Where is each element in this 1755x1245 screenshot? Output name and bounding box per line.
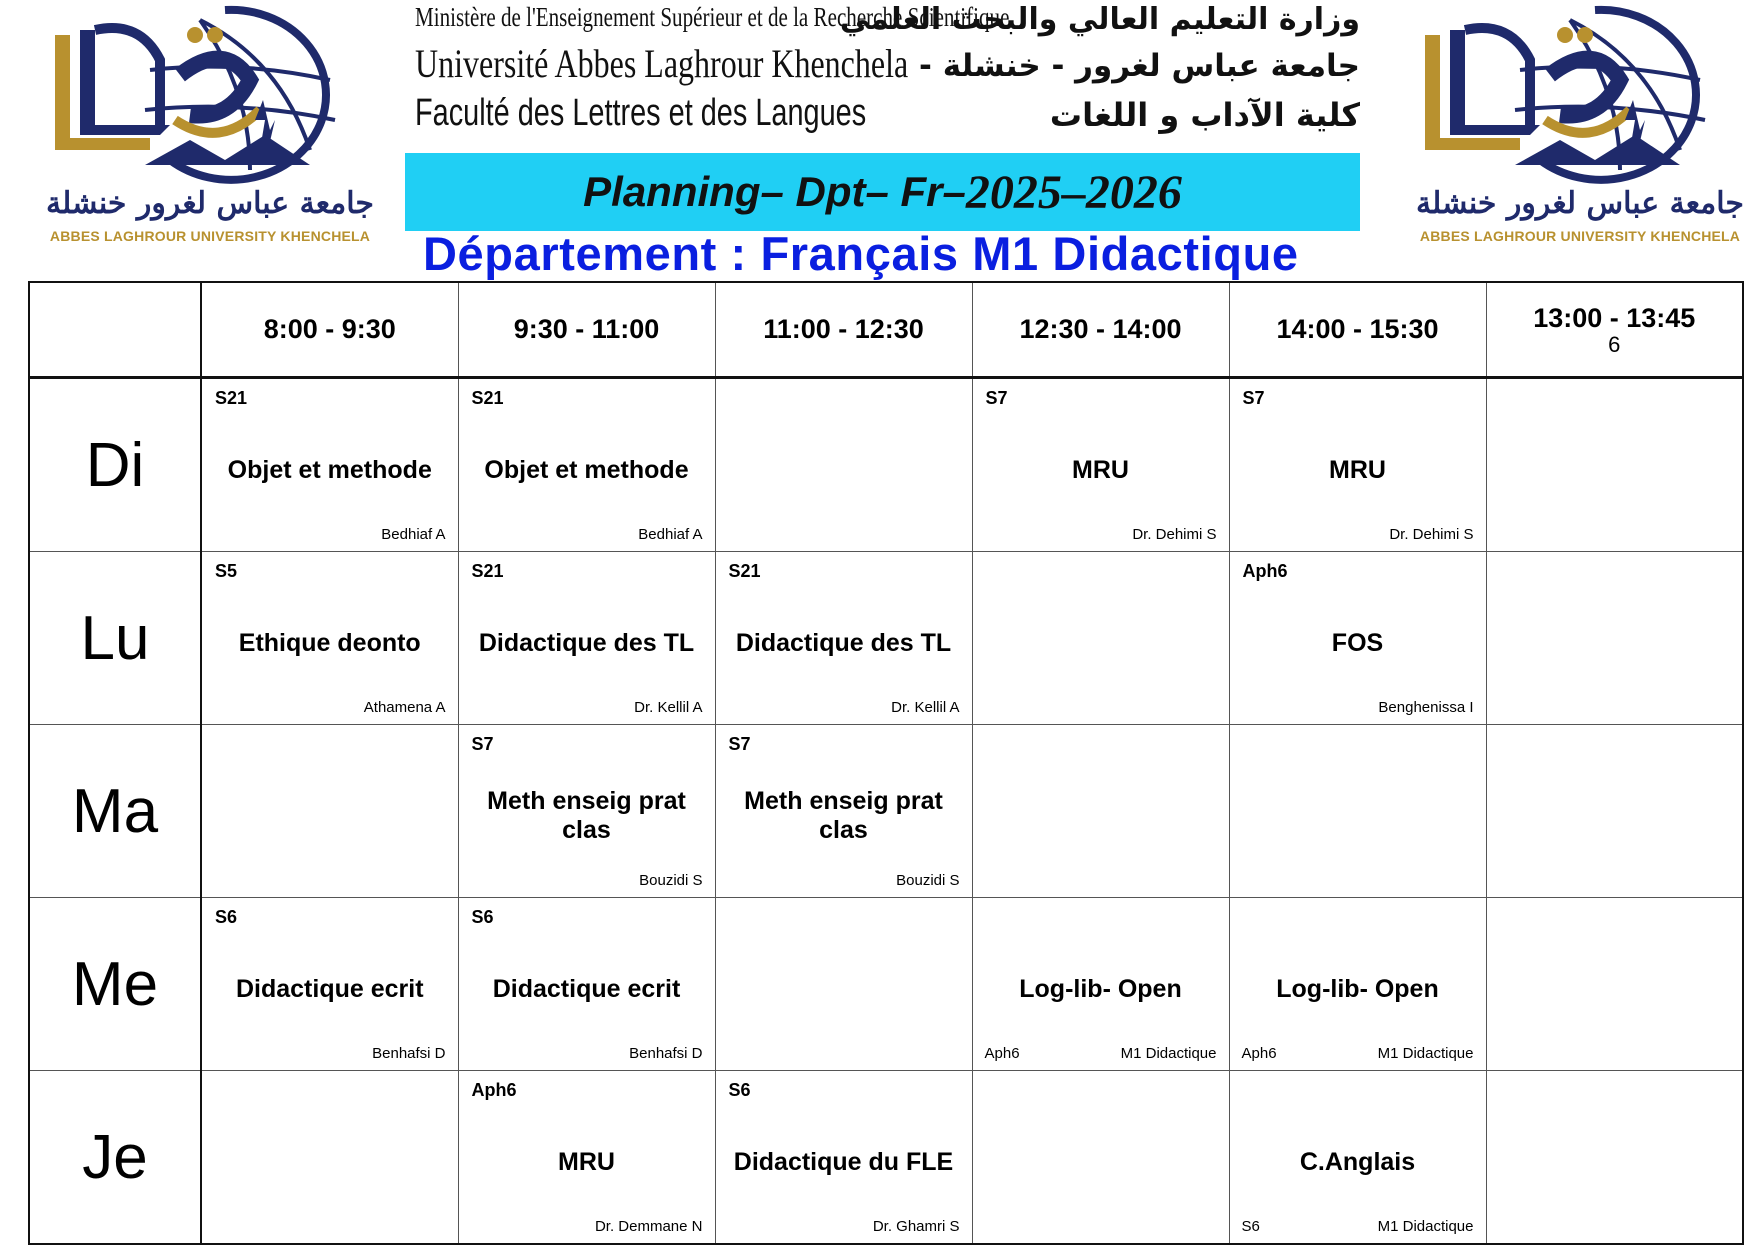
teacher-label: Dr. Dehimi S bbox=[1389, 526, 1474, 543]
schedule-cell bbox=[715, 1071, 972, 1245]
teacher-label: Benhafsi D bbox=[372, 1045, 446, 1062]
slot-time: 11:00 - 12:30 bbox=[763, 314, 924, 344]
cell-note: Aph6 bbox=[1241, 1045, 1277, 1062]
logo-arabic-name: جامعة عباس لغرور خنشلة bbox=[46, 186, 374, 221]
subject-label: Meth enseig prat clas bbox=[744, 787, 943, 844]
schedule-cell bbox=[972, 1071, 1229, 1245]
subject-label: Log-lib- Open bbox=[1019, 974, 1182, 1003]
department-title: Département : Français M1 Didactique bbox=[423, 227, 1299, 280]
room-label: Aph6 bbox=[1242, 561, 1288, 581]
subject-label bbox=[979, 765, 1223, 867]
schedule-cell bbox=[1486, 378, 1743, 552]
schedule-cell bbox=[1229, 898, 1486, 1071]
logo-arabic-name: جامعة عباس لغرور خنشلة bbox=[1416, 186, 1744, 221]
schedule-cell bbox=[715, 898, 972, 1071]
banner-title: Planning– Dpt– Fr– bbox=[583, 168, 966, 215]
subject-label: MRU bbox=[558, 1147, 615, 1176]
subject-label: Didactique des TL bbox=[478, 628, 695, 657]
slot-header bbox=[715, 282, 972, 378]
teacher-label: Dr. Dehimi S bbox=[1132, 526, 1217, 543]
room-label: S21 bbox=[728, 561, 761, 581]
schedule-cell bbox=[1229, 725, 1486, 898]
subject-label bbox=[1493, 765, 1737, 867]
teacher-label: M1 Didactique bbox=[1377, 1218, 1474, 1235]
subject-label bbox=[979, 592, 1223, 694]
university-ar: جامعة عباس لغرور - خنشلة - bbox=[919, 48, 1360, 84]
teacher-label: Bedhiaf A bbox=[381, 526, 446, 543]
ministry-ar: وزارة التعليم العالي والبحث العلمي bbox=[839, 2, 1360, 37]
subject-label bbox=[722, 938, 966, 1040]
room-label: S21 bbox=[471, 388, 504, 408]
schedule-cell bbox=[1486, 725, 1743, 898]
subject-label: Didactique ecrit bbox=[235, 974, 424, 1003]
day-cell bbox=[29, 552, 201, 725]
slot-header bbox=[458, 282, 715, 378]
teacher-label: Dr. Ghamri S bbox=[872, 1218, 960, 1235]
slot-time: 13:00 - 13:45 bbox=[1533, 303, 1696, 333]
logo-english-name: ABBES LAGHROUR UNIVERSITY KHENCHELA bbox=[1419, 228, 1741, 244]
subject-label bbox=[1493, 419, 1737, 521]
schedule-cell bbox=[458, 725, 715, 898]
day-label: Je bbox=[82, 1122, 148, 1192]
schedule-cell bbox=[972, 378, 1229, 552]
faculty-fr: Faculté des Lettres et des Langues bbox=[415, 92, 867, 134]
room-label: S5 bbox=[215, 561, 238, 581]
schedule-cell bbox=[972, 725, 1229, 898]
subject-label bbox=[979, 1111, 1223, 1213]
slot-header bbox=[1486, 282, 1743, 378]
room-label: Aph6 bbox=[471, 1080, 517, 1100]
schedule-cell bbox=[458, 552, 715, 725]
planning-banner bbox=[405, 153, 1360, 231]
room-label: S6 bbox=[471, 907, 494, 927]
teacher-label: Bouzidi S bbox=[896, 872, 960, 889]
schedule-cell bbox=[1486, 1071, 1743, 1245]
subject-label bbox=[208, 1111, 452, 1213]
subject-label: Didactique du FLE bbox=[733, 1147, 954, 1176]
slot-time: 9:30 - 11:00 bbox=[513, 314, 660, 344]
slot-time: 8:00 - 9:30 bbox=[263, 314, 396, 344]
schedule-cell bbox=[972, 898, 1229, 1071]
cell-note: S6 bbox=[1241, 1218, 1260, 1235]
slot-time: 12:30 - 14:00 bbox=[1019, 314, 1182, 344]
slot-header bbox=[1229, 282, 1486, 378]
subject-label bbox=[1493, 592, 1737, 694]
schedule-cell bbox=[201, 552, 458, 725]
room-label: S6 bbox=[215, 907, 238, 927]
teacher-label: Bouzidi S bbox=[639, 872, 703, 889]
room-label: S7 bbox=[728, 734, 751, 754]
room-label: S7 bbox=[471, 734, 494, 754]
schedule-cell bbox=[1229, 1071, 1486, 1245]
day-label: Ma bbox=[71, 776, 159, 846]
subject-label: Objet et methode bbox=[484, 455, 689, 484]
university-logo-left bbox=[20, 0, 400, 250]
teacher-label: Athamena A bbox=[363, 699, 446, 716]
banner-year: 2025–2026 bbox=[965, 165, 1182, 219]
slot-header bbox=[201, 282, 458, 378]
ministry-fr: Ministère de l'Enseignement Supérieur et de la Recherche Scientifique bbox=[415, 2, 1010, 32]
schedule-cell bbox=[715, 378, 972, 552]
schedule-cell bbox=[1229, 552, 1486, 725]
schedule-cell bbox=[715, 725, 972, 898]
teacher-label: Bedhiaf A bbox=[638, 526, 703, 543]
schedule-cell bbox=[201, 378, 458, 552]
subject-label: Meth enseig prat clas bbox=[487, 787, 686, 844]
schedule-cell bbox=[458, 378, 715, 552]
teacher-label: M1 Didactique bbox=[1377, 1045, 1474, 1062]
schedule-table bbox=[28, 281, 1744, 1245]
day-row bbox=[29, 378, 1743, 552]
schedule-cell bbox=[201, 898, 458, 1071]
subject-label bbox=[1493, 938, 1737, 1040]
day-label: Di bbox=[85, 430, 145, 500]
day-row bbox=[29, 725, 1743, 898]
subject-label: MRU bbox=[1329, 455, 1386, 484]
subject-label: Didactique ecrit bbox=[492, 974, 681, 1003]
subject-label: C.Anglais bbox=[1299, 1147, 1416, 1176]
subject-label bbox=[1236, 765, 1480, 867]
day-cell bbox=[29, 898, 201, 1071]
faculty-ar: كلية الآداب و اللغات bbox=[1049, 96, 1360, 134]
room-label: S21 bbox=[471, 561, 504, 581]
slot-sub: 6 bbox=[1608, 332, 1621, 357]
schedule-cell bbox=[715, 552, 972, 725]
university-logo-right bbox=[1390, 0, 1755, 250]
day-row bbox=[29, 552, 1743, 725]
day-cell bbox=[29, 725, 201, 898]
subject-label: Log-lib- Open bbox=[1276, 974, 1439, 1003]
university-fr: Université Abbes Laghrour Khenchela bbox=[415, 41, 909, 86]
day-label: Me bbox=[71, 949, 159, 1019]
slot-time: 14:00 - 15:30 bbox=[1276, 314, 1439, 344]
logo-emblem-icon bbox=[1420, 0, 1740, 185]
slot-header bbox=[972, 282, 1229, 378]
room-label: S7 bbox=[985, 388, 1008, 408]
teacher-label: Dr. Kellil A bbox=[634, 699, 703, 716]
day-label: Lu bbox=[80, 603, 150, 673]
teacher-label: M1 Didactique bbox=[1120, 1045, 1217, 1062]
teacher-label: Benghenissa I bbox=[1378, 699, 1474, 716]
teacher-label: Benhafsi D bbox=[629, 1045, 703, 1062]
header-row bbox=[29, 282, 1743, 378]
schedule-cell bbox=[1486, 552, 1743, 725]
subject-label: Ethique deonto bbox=[238, 628, 421, 657]
teacher-label: Dr. Kellil A bbox=[891, 699, 960, 716]
subject-label: MRU bbox=[1072, 455, 1129, 484]
subject-label: Didactique des TL bbox=[735, 628, 952, 657]
schedule-cell bbox=[458, 898, 715, 1071]
schedule-cell bbox=[1229, 378, 1486, 552]
cell-note: Aph6 bbox=[984, 1045, 1020, 1062]
schedule-cell bbox=[1486, 898, 1743, 1071]
subject-label: FOS bbox=[1331, 628, 1384, 657]
schedule-cell bbox=[201, 1071, 458, 1245]
room-label: S6 bbox=[728, 1080, 751, 1100]
day-row bbox=[29, 898, 1743, 1071]
teacher-label: Dr. Demmane N bbox=[594, 1218, 703, 1235]
subject-label bbox=[722, 419, 966, 521]
day-cell bbox=[29, 378, 201, 552]
subject-label bbox=[208, 765, 452, 867]
logo-emblem-icon bbox=[50, 0, 370, 185]
schedule-cell bbox=[201, 725, 458, 898]
schedule-cell bbox=[458, 1071, 715, 1245]
day-row bbox=[29, 1071, 1743, 1245]
subject-label bbox=[1493, 1111, 1737, 1213]
corner-cell bbox=[29, 282, 201, 378]
logo-english-name: ABBES LAGHROUR UNIVERSITY KHENCHELA bbox=[49, 228, 371, 244]
day-cell bbox=[29, 1071, 201, 1245]
room-label: S7 bbox=[1242, 388, 1265, 408]
subject-label: Objet et methode bbox=[227, 455, 432, 484]
room-label: S21 bbox=[215, 388, 248, 408]
schedule-cell bbox=[972, 552, 1229, 725]
